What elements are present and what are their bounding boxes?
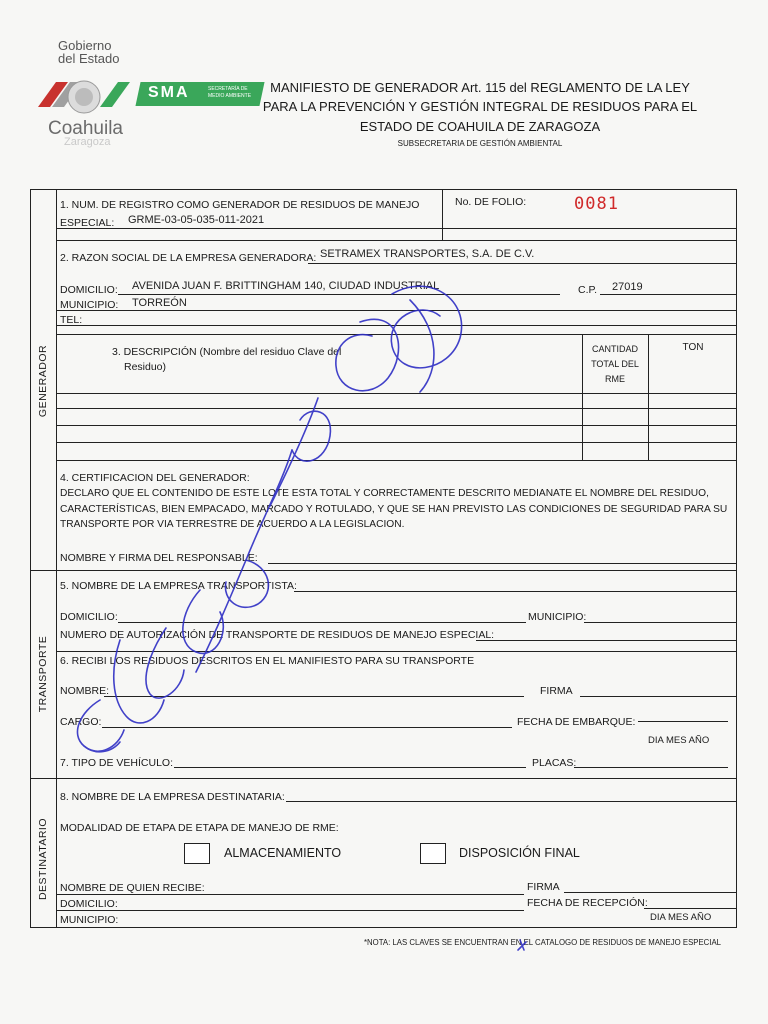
responsable-underline [268,563,737,564]
row-line [56,651,737,652]
certificacion-text-3: TRANSPORTE POR VIA TERRESTRE DE ACUERDO A LA LEGISLACION. [60,519,405,530]
disposicion-final-label: DISPOSICIÓN FINAL [459,846,580,860]
fecha-embarque-underline [638,721,728,722]
fecha-embarque-label: FECHA DE EMBARQUE: [517,716,636,728]
label-column-divider [56,189,57,928]
header-subtitle: SUBSECRETARIA DE GESTIÓN AMBIENTAL [397,139,563,148]
zaragoza-text: Zaragoza [64,136,111,148]
cargo-underline [102,727,512,728]
cantidad-header-line-2: TOTAL DEL [591,359,639,369]
folio-value: 0081 [574,194,619,214]
chofer-nombre-label: NOMBRE: [60,685,110,697]
registro-label: 1. NUM. DE REGISTRO COMO GENERADOR DE RESIDUOS DE MANEJO [60,199,420,211]
transportista-label: 5. NOMBRE DE LA EMPRESA TRANSPORTISTA: [60,580,297,592]
folio-divider [442,189,443,241]
row-line [56,325,737,326]
sma-label: SMA [148,84,190,101]
transporte-municipio-label: MUNICIPIO: [528,611,587,623]
sma-subtitle: SECRETARÍA DE MEDIO AMBIENTE [208,86,252,99]
almacenamiento-label: ALMACENAMIENTO [224,846,342,860]
destino-firma-label: FIRMA [527,881,560,893]
quien-recibe-label: NOMBRE DE QUIEN RECIBE: [60,882,205,894]
tipo-vehiculo-label: 7. TIPO DE VEHÍCULO: [60,757,174,769]
destino-municipio-label: MUNICIPIO: [60,914,119,926]
table-row-line [56,408,737,409]
coat-of-arms-icon [38,72,138,122]
cp-label: C.P. [578,284,598,296]
destino-firma-underline [564,892,737,893]
row-line [56,334,737,335]
transportista-underline [294,591,737,592]
coahuila-text: Coahuila [48,118,123,139]
transporte-municipio-underline [584,622,737,623]
section-label-destinatario: DESTINATARIO [37,817,49,901]
placas-label: PLACAS: [532,757,577,769]
recepcion-dia-mes-ano: DIA MES AÑO [650,912,712,923]
destinataria-label: 8. NOMBRE DE LA EMPRESA DESTINATARIA: [60,791,285,803]
transporte-domicilio-label: DOMICILIO: [60,611,118,623]
registro-especial-label: ESPECIAL: [60,217,115,229]
destinataria-underline [286,801,737,802]
transporte-domicilio-underline [118,622,526,623]
municipio-value[interactable]: TORREÓN [132,297,187,309]
section-label-generador: GENERADOR [37,344,49,418]
header-line-3: ESTADO DE COAHUILA DE ZARAGOZA [359,119,601,134]
section-divider-1 [30,570,737,571]
razon-social-label: 2. RAZON SOCIAL DE LA EMPRESA GENERADORA: [60,252,317,264]
disposicion-final-checkbox[interactable] [420,843,446,864]
row-line [56,310,737,311]
certificacion-title: 4. CERTIFICACION DEL GENERADOR: [60,472,250,484]
domicilio-underline [118,294,560,295]
certificacion-text-2: CARACTERÍSTICAS, BIEN EMPACADO, MARCADO Y ROTULADO, Y QUE SE HAN PREVISTO LAS CONDICIONES DE SEGURIDAD PARA SU [60,504,728,515]
domicilio-label: DOMICILIO: [60,284,118,296]
responsable-label: NOMBRE Y FIRMA DEL RESPONSABLE: [60,552,258,564]
autorizacion-label: NUMERO DE AUTORIZACIÓN DE TRANSPORTE DE RESIDUOS DE MANEJO ESPECIAL: [60,629,495,641]
folio-label: No. DE FOLIO: [455,196,527,208]
tel-label: TEL: [60,314,83,326]
fecha-recepcion-label: FECHA DE RECEPCIÓN: [527,897,648,909]
chofer-firma-label: FIRMA [540,685,573,697]
autorizacion-underline [476,640,737,641]
municipio-label: MUNICIPIO: [60,299,119,311]
row-line [56,228,737,229]
chofer-firma-underline [580,696,737,697]
tipo-vehiculo-underline [174,767,526,768]
del-estado-text: del Estado [58,51,120,66]
cp-underline [600,294,737,295]
certificacion-text-1: DECLARO QUE EL CONTENIDO DE ESTE LOTE ESTA TOTAL Y CORRECTAMENTE DESCRITO MEDIANATE EL NOMBRE DEL RESIDUO, [60,488,709,499]
modalidad-label: MODALIDAD DE ETAPA DE ETAPA DE MANEJO DE RME: [60,822,339,834]
placas-underline [574,767,728,768]
cantidad-header-line-1: CANTIDAD [591,344,638,354]
domicilio-value[interactable]: AVENIDA JUAN F. BRITTINGHAM 140, CIUDAD INDUSTRIAL [132,280,440,292]
fecha-recepcion-underline [644,908,737,909]
recibi-label: 6. RECIBI LOS RESIDUOS DESCRITOS EN EL MANIFIESTO PARA SU TRANSPORTE [60,655,475,667]
chofer-nombre-underline [104,696,524,697]
table-row-line [56,442,737,443]
row-line [56,240,737,241]
ton-header: TON [682,342,704,353]
cp-value[interactable]: 27019 [612,281,643,293]
destino-domicilio-label: DOMICILIO: [60,898,118,910]
quien-recibe-underline [56,894,524,895]
gobierno-text: Gobierno [58,38,112,53]
embarque-dia-mes-ano: DIA MES AÑO [648,735,710,746]
razon-social-value[interactable]: SETRAMEX TRANSPORTES, S.A. DE C.V. [320,248,535,260]
descripcion-label: 3. DESCRIPCIÓN (Nombre del residuo Clave del [112,346,342,358]
section-divider-2 [30,778,737,779]
cantidad-header-line-3: RME [605,374,625,384]
almacenamiento-checkbox[interactable] [184,843,210,864]
table-row-line [56,393,737,394]
nota-footer: *NOTA: LAS CLAVES SE ENCUENTRAN EN EL CATALOGO DE RESIDUOS DE MANEJO ESPECIAL [364,938,722,947]
destino-domicilio-underline [56,910,524,911]
header-line-1: MANIFIESTO DE GENERADOR Art. 115 del REGLAMENTO DE LA LEY [270,80,690,95]
cargo-label: CARGO: [60,716,102,728]
razon-social-underline [308,263,737,264]
cantidad-header [583,342,647,387]
registro-value[interactable]: GRME-03-05-035-011-2021 [128,214,265,226]
descripcion-label-2: Residuo) [124,361,167,373]
table-row-line [56,425,737,426]
section-label-transporte: TRANSPORTE [37,635,49,713]
header-line-2: PARA LA PREVENCIÓN Y GESTIÓN INTEGRAL DE RESIDUOS PARA EL [262,99,698,114]
table-row-line [56,460,737,461]
government-logo [36,38,266,148]
